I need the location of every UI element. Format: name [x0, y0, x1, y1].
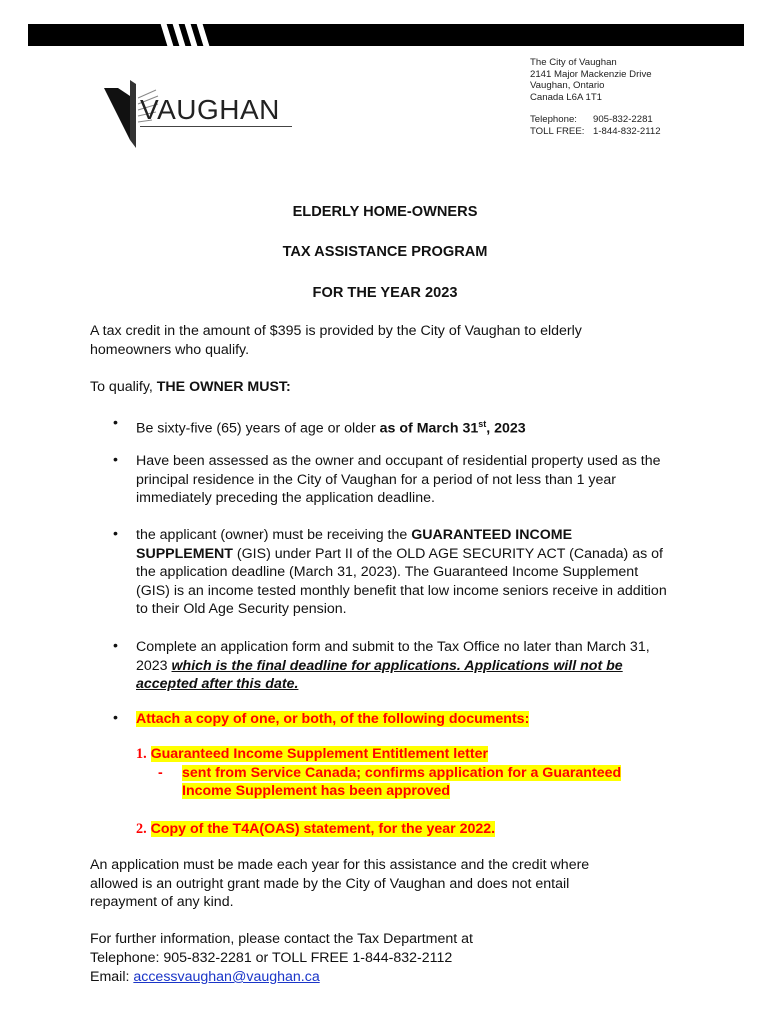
tollfree-line: TOLL FREE: 1-844-832-2112 — [530, 125, 661, 137]
contact-email-line: Email: accessvaughan@vaughan.ca — [90, 969, 320, 985]
bullet-marker: • — [113, 415, 118, 431]
requirement-residence: Have been assessed as the owner and occupant of residential property used as the principal residence in the City of Vaughan for a period of not less than 1 year immediately preceding the application deadline. — [136, 453, 661, 506]
doc-item-1-detail-2: Income Supplement has been approved — [182, 783, 451, 799]
contact-line-2: Telephone: 905-832-2281 or TOLL FREE 1-844-832-2112 — [90, 950, 453, 966]
requirement-gis: the applicant (owner) must be receiving the GUARANTEED INCOME SUPPLEMENT (GIS) under Part II of the OLD AGE SECURITY ACT (Canada) as of the application deadline (March 31, 2023). The Guaranteed Income Supplement (GIS) is an income tested monthly benefit that low income seniors receive in addition to their Old Age Security pension. — [136, 527, 667, 617]
closing-paragraph: An application must be made each year for this assistance and the credit where allowed is an outright grant made by the City of Vaughan and does not entail repayment of any kind. — [90, 857, 590, 910]
bullet-marker: • — [113, 638, 118, 654]
intro-paragraph: A tax credit in the amount of $395 is provided by the City of Vaughan to elderly homeowners who qualify. — [90, 323, 582, 358]
title-line-2: TAX ASSISTANCE PROGRAM — [282, 244, 488, 260]
title-line-3: FOR THE YEAR 2023 — [312, 285, 458, 301]
doc-item-1: 1. Guaranteed Income Supplement Entitlement letter — [136, 746, 489, 762]
telephone-line: Telephone: 905-832-2281 — [530, 114, 653, 126]
email-link[interactable]: accessvaughan@vaughan.ca — [133, 969, 320, 985]
bullet-marker: • — [113, 526, 118, 542]
requirement-documents: Attach a copy of one, or both, of the following documents: — [136, 711, 530, 727]
deadline-warning: which is the final deadline for applications. Applications will not be accepted after this date. — [136, 657, 623, 692]
contact-line-1: For further information, please contact the Tax Department at — [90, 931, 473, 947]
bar-slash-marks — [158, 22, 218, 48]
doc-item-1-detail: sent from Service Canada; confirms application for a Guaranteed — [182, 765, 622, 781]
title-line-1: ELDERLY HOME-OWNERS — [292, 204, 478, 220]
address-line: 2141 Major Mackenzie Drive — [530, 68, 652, 80]
qualify-heading: To qualify, THE OWNER MUST: — [90, 379, 291, 395]
address-line: Vaughan, Ontario — [530, 80, 605, 92]
address-line: The City of Vaughan — [530, 57, 617, 68]
address-line: Canada L6A 1T1 — [530, 91, 603, 103]
city-address — [530, 57, 661, 138]
doc-item-2: 2. Copy of the T4A(OAS) statement, for the year 2022. — [136, 821, 496, 837]
logo-underline — [140, 126, 292, 127]
logo-wordmark: VAUGHAN — [140, 94, 280, 125]
requirement-age: Be sixty-five (65) years of age or older as of March 31st, 2023 — [136, 419, 526, 437]
bullet-marker: • — [113, 710, 118, 726]
requirement-deadline: Complete an application form and submit to the Tax Office no later than March 31, 2023 which is the final deadline for applications. Applications will not be accepted after this date. — [136, 639, 650, 692]
doc-item-1-dash: - — [158, 765, 163, 781]
top-black-bar — [28, 24, 744, 46]
bullet-marker: • — [113, 452, 118, 468]
